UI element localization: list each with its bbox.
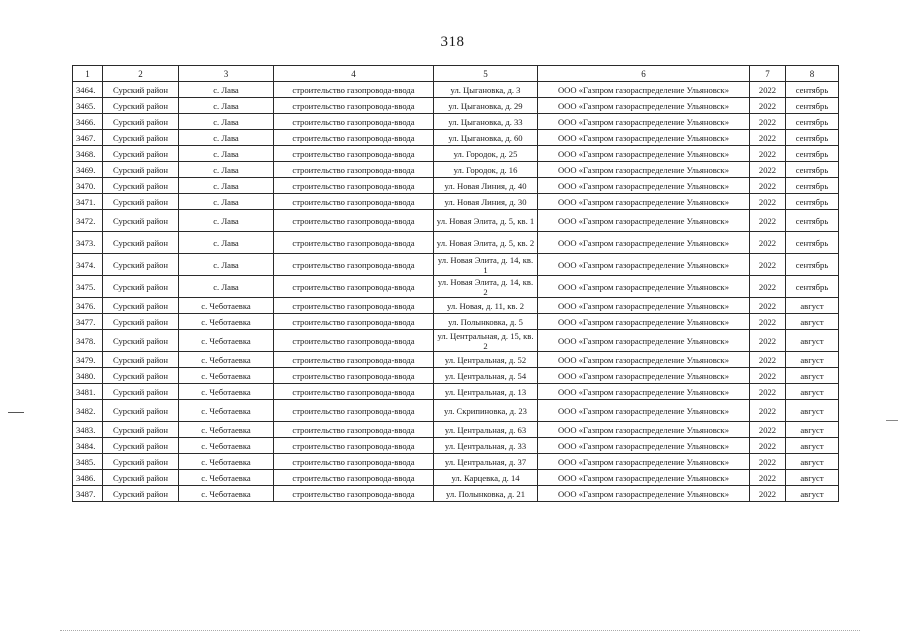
row-number: 3468. [73,146,103,162]
work-type-cell: строительство газопровода-ввода [274,368,434,384]
address-cell: ул. Центральная, д. 15, кв. 2 [434,330,538,352]
work-type-cell: строительство газопровода-ввода [274,98,434,114]
organization-cell: ООО «Газпром газораспределение Ульяновск» [538,254,750,276]
month-cell: август [786,298,839,314]
locality-cell: с. Лава [179,178,274,194]
address-cell: ул. Новая Элита, д. 5, кв. 1 [434,210,538,232]
work-type-cell: строительство газопровода-ввода [274,276,434,298]
organization-cell: ООО «Газпром газораспределение Ульяновск» [538,438,750,454]
district-cell: Сурский район [103,470,179,486]
row-number: 3465. [73,98,103,114]
locality-cell: с. Чеботаевка [179,368,274,384]
locality-cell: с. Чеботаевка [179,298,274,314]
district-cell: Сурский район [103,384,179,400]
locality-cell: с. Лава [179,162,274,178]
table-row [73,470,839,486]
work-type-cell: строительство газопровода-ввода [274,384,434,400]
address-cell: ул. Центральная, д. 52 [434,352,538,368]
year-cell: 2022 [750,368,786,384]
year-cell: 2022 [750,178,786,194]
locality-cell: с. Чеботаевка [179,470,274,486]
row-number: 3466. [73,114,103,130]
district-cell: Сурский район [103,454,179,470]
work-type-cell: строительство газопровода-ввода [274,422,434,438]
locality-cell: с. Лава [179,210,274,232]
work-type-cell: строительство газопровода-ввода [274,400,434,422]
organization-cell: ООО «Газпром газораспределение Ульяновск» [538,400,750,422]
month-cell: сентябрь [786,130,839,146]
locality-cell: с. Лава [179,82,274,98]
month-cell: сентябрь [786,114,839,130]
scan-mark [8,412,24,413]
year-cell: 2022 [750,400,786,422]
row-number: 3470. [73,178,103,194]
table-row [73,276,839,298]
address-cell: ул. Скрипиновка, д. 23 [434,400,538,422]
address-cell: ул. Цыгановка, д. 3 [434,82,538,98]
district-cell: Сурский район [103,368,179,384]
row-number: 3480. [73,368,103,384]
work-type-cell: строительство газопровода-ввода [274,486,434,502]
row-number: 3486. [73,470,103,486]
row-number: 3467. [73,130,103,146]
district-cell: Сурский район [103,82,179,98]
district-cell: Сурский район [103,276,179,298]
column-header: 6 [538,66,750,82]
year-cell: 2022 [750,210,786,232]
month-cell: сентябрь [786,210,839,232]
address-cell: ул. Карцевка, д. 14 [434,470,538,486]
row-number: 3464. [73,82,103,98]
work-type-cell: строительство газопровода-ввода [274,178,434,194]
table-row [73,98,839,114]
table-row [73,454,839,470]
work-type-cell: строительство газопровода-ввода [274,470,434,486]
organization-cell: ООО «Газпром газораспределение Ульяновск» [538,330,750,352]
work-type-cell: строительство газопровода-ввода [274,114,434,130]
row-number: 3477. [73,314,103,330]
table-row [73,130,839,146]
organization-cell: ООО «Газпром газораспределение Ульяновск» [538,298,750,314]
row-number: 3473. [73,232,103,254]
row-number: 3478. [73,330,103,352]
locality-cell: с. Чеботаевка [179,400,274,422]
organization-cell: ООО «Газпром газораспределение Ульяновск» [538,130,750,146]
address-cell: ул. Новая Элита, д. 5, кв. 2 [434,232,538,254]
year-cell: 2022 [750,98,786,114]
year-cell: 2022 [750,194,786,210]
row-number: 3472. [73,210,103,232]
address-cell: ул. Цыгановка, д. 29 [434,98,538,114]
organization-cell: ООО «Газпром газораспределение Ульяновск» [538,114,750,130]
table-header-row [73,66,839,82]
table-row [73,232,839,254]
work-type-cell: строительство газопровода-ввода [274,438,434,454]
address-cell: ул. Городок, д. 16 [434,162,538,178]
month-cell: август [786,400,839,422]
table-row [73,114,839,130]
page-number: 318 [440,34,465,50]
district-cell: Сурский район [103,146,179,162]
year-cell: 2022 [750,422,786,438]
work-type-cell: строительство газопровода-ввода [274,254,434,276]
organization-cell: ООО «Газпром газораспределение Ульяновск» [538,422,750,438]
district-cell: Сурский район [103,314,179,330]
year-cell: 2022 [750,146,786,162]
work-type-cell: строительство газопровода-ввода [274,330,434,352]
work-type-cell: строительство газопровода-ввода [274,298,434,314]
row-number: 3482. [73,400,103,422]
address-cell: ул. Городок, д. 25 [434,146,538,162]
year-cell: 2022 [750,276,786,298]
organization-cell: ООО «Газпром газораспределение Ульяновск» [538,194,750,210]
address-cell: ул. Полынковка, д. 21 [434,486,538,502]
month-cell: август [786,368,839,384]
month-cell: август [786,422,839,438]
work-type-cell: строительство газопровода-ввода [274,210,434,232]
locality-cell: с. Чеботаевка [179,486,274,502]
organization-cell: ООО «Газпром газораспределение Ульяновск» [538,314,750,330]
row-number: 3487. [73,486,103,502]
district-cell: Сурский район [103,400,179,422]
month-cell: сентябрь [786,194,839,210]
locality-cell: с. Чеботаевка [179,454,274,470]
district-cell: Сурский район [103,162,179,178]
month-cell: сентябрь [786,232,839,254]
column-header: 2 [103,66,179,82]
district-cell: Сурский район [103,98,179,114]
table-row [73,254,839,276]
address-cell: ул. Новая Элита, д. 14, кв. 2 [434,276,538,298]
year-cell: 2022 [750,314,786,330]
work-type-cell: строительство газопровода-ввода [274,232,434,254]
address-cell: ул. Центральная, д. 37 [434,454,538,470]
locality-cell: с. Лава [179,276,274,298]
month-cell: август [786,330,839,352]
column-header: 5 [434,66,538,82]
month-cell: сентябрь [786,276,839,298]
locality-cell: с. Лава [179,98,274,114]
row-number: 3475. [73,276,103,298]
table-row [73,384,839,400]
address-cell: ул. Новая Элита, д. 14, кв. 1 [434,254,538,276]
locality-cell: с. Чеботаевка [179,384,274,400]
year-cell: 2022 [750,438,786,454]
table-row [73,210,839,232]
district-cell: Сурский район [103,298,179,314]
year-cell: 2022 [750,162,786,178]
month-cell: сентябрь [786,82,839,98]
row-number: 3484. [73,438,103,454]
organization-cell: ООО «Газпром газораспределение Ульяновск» [538,368,750,384]
column-header: 4 [274,66,434,82]
month-cell: сентябрь [786,178,839,194]
column-header: 1 [73,66,103,82]
locality-cell: с. Чеботаевка [179,314,274,330]
table-body [73,82,839,502]
column-header: 7 [750,66,786,82]
address-cell: ул. Центральная, д. 63 [434,422,538,438]
organization-cell: ООО «Газпром газораспределение Ульяновск» [538,82,750,98]
row-number: 3471. [73,194,103,210]
organization-cell: ООО «Газпром газораспределение Ульяновск» [538,146,750,162]
organization-cell: ООО «Газпром газораспределение Ульяновск» [538,352,750,368]
organization-cell: ООО «Газпром газораспределение Ульяновск» [538,162,750,178]
district-cell: Сурский район [103,438,179,454]
month-cell: сентябрь [786,98,839,114]
locality-cell: с. Лава [179,130,274,146]
work-type-cell: строительство газопровода-ввода [274,146,434,162]
table-row [73,298,839,314]
work-type-cell: строительство газопровода-ввода [274,194,434,210]
work-type-cell: строительство газопровода-ввода [274,162,434,178]
locality-cell: с. Чеботаевка [179,352,274,368]
locality-cell: с. Лава [179,146,274,162]
table-row [73,368,839,384]
work-type-cell: строительство газопровода-ввода [274,314,434,330]
district-cell: Сурский район [103,210,179,232]
district-cell: Сурский район [103,232,179,254]
schedule-table [72,65,839,502]
work-type-cell: строительство газопровода-ввода [274,130,434,146]
month-cell: август [786,314,839,330]
year-cell: 2022 [750,254,786,276]
scan-mark [886,420,898,421]
district-cell: Сурский район [103,486,179,502]
locality-cell: с. Лава [179,194,274,210]
organization-cell: ООО «Газпром газораспределение Ульяновск» [538,486,750,502]
table-row [73,486,839,502]
month-cell: август [786,438,839,454]
year-cell: 2022 [750,384,786,400]
row-number: 3469. [73,162,103,178]
month-cell: сентябрь [786,146,839,162]
month-cell: август [786,486,839,502]
column-header: 3 [179,66,274,82]
district-cell: Сурский район [103,194,179,210]
year-cell: 2022 [750,114,786,130]
scan-noise [60,630,860,632]
work-type-cell: строительство газопровода-ввода [274,82,434,98]
district-cell: Сурский район [103,178,179,194]
district-cell: Сурский район [103,130,179,146]
locality-cell: с. Лава [179,114,274,130]
organization-cell: ООО «Газпром газораспределение Ульяновск» [538,210,750,232]
year-cell: 2022 [750,352,786,368]
month-cell: август [786,470,839,486]
work-type-cell: строительство газопровода-ввода [274,454,434,470]
year-cell: 2022 [750,486,786,502]
month-cell: август [786,352,839,368]
locality-cell: с. Лава [179,232,274,254]
table-row [73,314,839,330]
column-header: 8 [786,66,839,82]
month-cell: сентябрь [786,254,839,276]
month-cell: август [786,384,839,400]
table-row [73,146,839,162]
year-cell: 2022 [750,470,786,486]
organization-cell: ООО «Газпром газораспределение Ульяновск» [538,98,750,114]
year-cell: 2022 [750,454,786,470]
address-cell: ул. Цыгановка, д. 60 [434,130,538,146]
address-cell: ул. Новая Линия, д. 40 [434,178,538,194]
table-row [73,400,839,422]
address-cell: ул. Полынковка, д. 5 [434,314,538,330]
locality-cell: с. Лава [179,254,274,276]
address-cell: ул. Центральная, д. 33 [434,438,538,454]
row-number: 3481. [73,384,103,400]
year-cell: 2022 [750,82,786,98]
organization-cell: ООО «Газпром газораспределение Ульяновск» [538,276,750,298]
organization-cell: ООО «Газпром газораспределение Ульяновск» [538,232,750,254]
row-number: 3483. [73,422,103,438]
row-number: 3485. [73,454,103,470]
table-row [73,194,839,210]
month-cell: август [786,454,839,470]
address-cell: ул. Центральная, д. 54 [434,368,538,384]
district-cell: Сурский район [103,114,179,130]
organization-cell: ООО «Газпром газораспределение Ульяновск» [538,454,750,470]
row-number: 3479. [73,352,103,368]
table-row [73,178,839,194]
row-number: 3476. [73,298,103,314]
year-cell: 2022 [750,232,786,254]
year-cell: 2022 [750,130,786,146]
work-type-cell: строительство газопровода-ввода [274,352,434,368]
locality-cell: с. Чеботаевка [179,330,274,352]
table-row [73,82,839,98]
locality-cell: с. Чеботаевка [179,422,274,438]
table-row [73,422,839,438]
district-cell: Сурский район [103,254,179,276]
year-cell: 2022 [750,330,786,352]
month-cell: сентябрь [786,162,839,178]
organization-cell: ООО «Газпром газораспределение Ульяновск» [538,178,750,194]
locality-cell: с. Чеботаевка [179,438,274,454]
district-cell: Сурский район [103,352,179,368]
row-number: 3474. [73,254,103,276]
organization-cell: ООО «Газпром газораспределение Ульяновск» [538,384,750,400]
table-row [73,162,839,178]
address-cell: ул. Центральная, д. 13 [434,384,538,400]
district-cell: Сурский район [103,330,179,352]
address-cell: ул. Новая Линия, д. 30 [434,194,538,210]
table-row [73,330,839,352]
address-cell: ул. Цыгановка, д. 33 [434,114,538,130]
table-row [73,352,839,368]
year-cell: 2022 [750,298,786,314]
address-cell: ул. Новая, д. 11, кв. 2 [434,298,538,314]
district-cell: Сурский район [103,422,179,438]
organization-cell: ООО «Газпром газораспределение Ульяновск» [538,470,750,486]
table-row [73,438,839,454]
